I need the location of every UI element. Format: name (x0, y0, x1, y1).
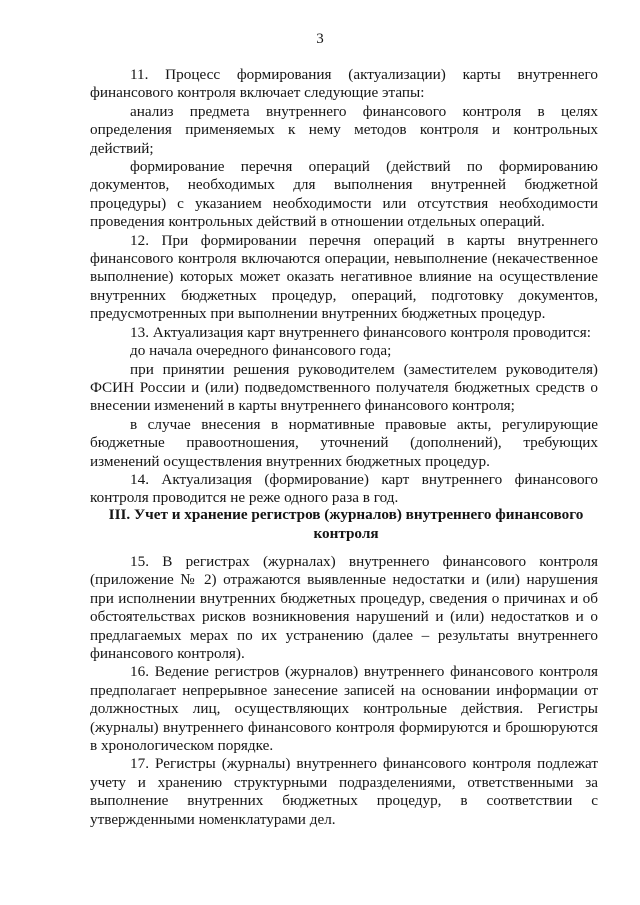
paragraph-13: 13. Актуализация карт внутреннего финансового контроля проводится: (130, 323, 591, 341)
paragraph-16: 16. Ведение регистров (журналов) внутреннего финансового контроля предполагает непрерывное занесение записей на основании информации от должностных лиц, осуществляющих контрольные действия. Регистры (журналы) внутреннего финансового контроля формируются и брошюруются в хронологическом порядке. (90, 663, 598, 755)
paragraph-17: 17. Регистры (журналы) внутреннего финансового контроля подлежат учету и хранению структурными подразделениями, ответственными за выполнение внутренних бюджетных процедур, в соответствии с утвержденными номенклатурами дел. (90, 755, 598, 828)
paragraph-13-item-1: до начала очередного финансового года; (130, 342, 392, 360)
paragraph-11-item-2: формирование перечня операций (действий по формированию документов, необходимых для выполнения внутренней бюджетной процедуры) с указанием необходимости или отсутствия необходимости проведения контрольных действий в отношении отдельных операций. (90, 158, 598, 231)
page-number: 3 (316, 31, 324, 47)
paragraph-13-item-3: в случае внесения в нормативные правовые акты, регулирующие бюджетные правоотношения, уточнений (дополнений), требующих изменений осуществления внутренних бюджетных процедур. (90, 415, 598, 470)
paragraph-11-item-1: анализ предмета внутреннего финансового контроля в целях определения применяемых к нему методов контроля и контрольных действий; (90, 102, 598, 157)
section-heading: III. Учет и хранение регистров (журналов) внутреннего финансового контроля (108, 506, 584, 542)
paragraph-15: 15. В регистрах (журналах) внутреннего финансового контроля (приложение № 2) отражаются выявленные недостатки и (или) нарушения при исполнении внутренних бюджетных процедур, сведения о причинах и об обстоятельствах рисков возникновения нарушений и (или) недостатков и о предлагаемых мерах по их устранению (далее – результаты внутреннего финансового контроля). (90, 553, 598, 663)
paragraph-14: 14. Актуализация (формирование) карт внутреннего финансового контроля проводится не реже одного раза в год. (90, 470, 598, 507)
section-body-2 (90, 553, 598, 829)
section-body-1 (90, 66, 598, 508)
paragraph-12: 12. При формировании перечня операций в карты внутреннего финансового контроля включаются операции, невыполнение (некачественное выполнение) которых может оказать негативное влияние на осуществление внутренних бюджетных процедур, операций, подготовку документов, предусмотренных при выполнении внутренних бюджетных процедур. (90, 231, 598, 323)
paragraph-13-item-2: при принятии решения руководителем (заместителем руководителя) ФСИН России и (или) подведомственного получателя бюджетных средств о внесении изменений в карты внутреннего финансового контроля; (90, 360, 598, 415)
paragraph-11: 11. Процесс формирования (актуализации) карты внутреннего финансового контроля включает следующие этапы: (90, 66, 598, 102)
